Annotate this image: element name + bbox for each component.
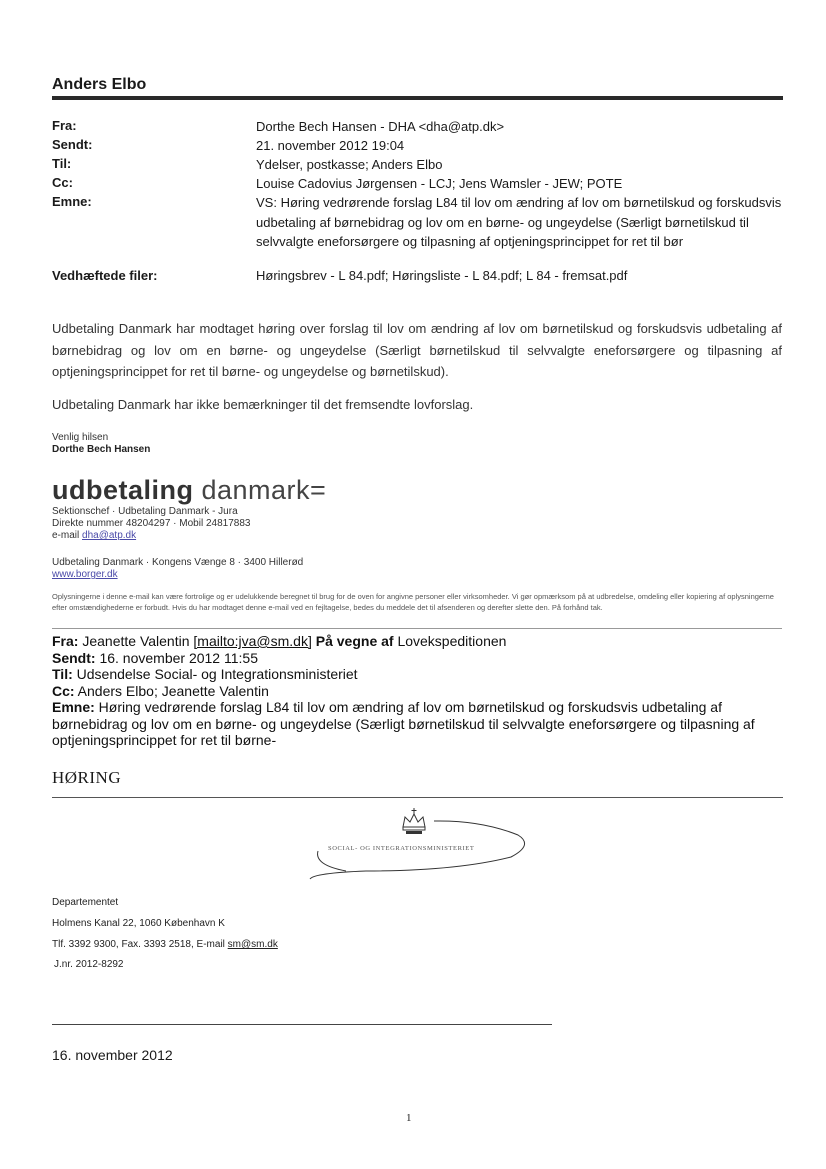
fwd-sent-label: Sendt: xyxy=(52,649,96,666)
fwd-subject-value: Høring vedrørende forslag L84 til lov om ændring af lov om børnetilskud og forskudsvis udbetaling af børnebidrag og lov om en børne- og ungeydelse (Særligt børnetilskud til selvvalgte eneforsørgere og tilpasning af optjeningsprincippet for ret til børne- xyxy=(52,699,755,748)
fwd-to-line xyxy=(52,666,792,683)
email-owner-name: Anders Elbo xyxy=(52,76,147,93)
fwd-sent-value: 16. november 2012 11:55 xyxy=(95,649,258,666)
fwd-from-line xyxy=(52,633,792,650)
header-value-attachments[interactable]: Høringsbrev - L 84.pdf; Høringsliste - L 84.pdf; L 84 - fremsat.pdf xyxy=(256,268,628,283)
header-label-sent: Sendt: xyxy=(52,137,93,152)
fwd-behalf-label: På vegne af xyxy=(311,633,398,649)
header-label-attachments: Vedhæftede filer: xyxy=(52,268,158,283)
fwd-to-label: Til: xyxy=(52,666,73,682)
letter-email-link[interactable]: sm@sm.dk xyxy=(227,939,278,950)
header-label-cc: Cc: xyxy=(52,175,73,190)
fwd-from-label: Fra: xyxy=(52,633,79,649)
header-value-cc: Louise Cadovius Jørgensen - LCJ; Jens Wamsler - JEW; POTE xyxy=(256,176,623,191)
fwd-subject-label: Emne: xyxy=(52,699,95,715)
fwd-behalf-value: Lovekspeditionen xyxy=(397,633,507,649)
letter-address: Holmens Kanal 22, 1060 København K xyxy=(52,918,225,929)
page-number: 1 xyxy=(406,1112,412,1124)
header-divider xyxy=(52,96,783,100)
header-value-to: Ydelser, postkasse; Anders Elbo xyxy=(256,157,443,172)
signature-block xyxy=(52,432,150,456)
header-value-sent: 21. november 2012 19:04 xyxy=(256,138,405,153)
header-label-to: Til: xyxy=(52,156,72,171)
letter-divider xyxy=(52,1024,552,1025)
disclaimer-text: Oplysningerne i denne e-mail kan være fortrolige og er udelukkende beregnet til brug for de oven for angivne personer eller virksomheder. Vi gør opmærksom på at udbredelse, omdeling eller kopiering af oplysningerne efter omstændighederne er forbudt. Hvis du har modtaget denne e-mail ved en fejltagelse, bedes du meddele det til afsenderen og derefter slette den. På forhånd tak. xyxy=(52,592,774,612)
letter-contact-prefix: Tlf. 3392 9300, Fax. 3393 2518, E-mail xyxy=(52,939,228,950)
header-label-from: Fra: xyxy=(52,118,77,133)
letter-heading: HØRING xyxy=(52,768,122,787)
disclaimer-divider xyxy=(52,628,782,629)
letter-contact xyxy=(52,939,278,950)
signature-address-block xyxy=(52,557,303,581)
fwd-to-value: Udsendelse Social- og Integrationsministeriet xyxy=(72,666,358,682)
signature-contact xyxy=(52,506,250,542)
signature-title: Sektionschef · Udbetaling Danmark - Jura xyxy=(52,506,238,517)
signature-address: Udbetaling Danmark · Kongens Vænge 8 · 3400 Hillerød xyxy=(52,557,304,568)
letter-heading-divider xyxy=(52,797,783,798)
fwd-cc-label: Cc: xyxy=(52,682,75,699)
fwd-cc-value: Anders Elbo; Jeanette Valentin xyxy=(74,682,269,699)
fwd-sent-line xyxy=(52,650,792,667)
body-paragraph-2: Udbetaling Danmark har ikke bemærkninger til det fremsendte lovforslag. xyxy=(52,397,474,412)
ministry-logo xyxy=(306,805,536,885)
logo-text-udbetaling: udbetaling xyxy=(52,475,194,505)
forwarded-header xyxy=(52,633,792,749)
fwd-mailto-link[interactable]: [mailto:jva@sm.dk] xyxy=(193,633,312,649)
letter-department: Departementet xyxy=(52,897,119,908)
letter-date: 16. november 2012 xyxy=(52,1047,173,1063)
email-prefix: e-mail xyxy=(52,530,83,541)
udbetaling-danmark-logo xyxy=(52,475,326,506)
body-paragraph-1: Udbetaling Danmark har modtaget høring over forslag til lov om ændring af lov om børnetilskud og forskudsvis udbetaling af børnebidrag og lov om en børne- og ungeydelse (Særligt børnetilskud til selvvalgte eneforsørgere og tilpasning af optjeningsprincippet for ret til børne- og ungeydelse og børnetilskud). xyxy=(52,321,782,379)
fwd-cc-line xyxy=(52,683,792,700)
header-value-from: Dorthe Bech Hansen - DHA <dha@atp.dk> xyxy=(256,119,505,134)
fwd-subject-line xyxy=(52,699,792,749)
letter-jnr: J.nr. 2012-8292 xyxy=(54,959,124,970)
logo-text-danmark: danmark= xyxy=(193,475,327,505)
signature-email-link[interactable]: dha@atp.dk xyxy=(82,530,137,541)
signature-phone: Direkte nummer 48204297 · Mobil 24817883 xyxy=(52,518,251,529)
signature-name: Dorthe Bech Hansen xyxy=(52,444,151,455)
header-value-subject: VS: Høring vedrørende forslag L84 til lov om ændring af lov om børnetilskud og forskudsvis udbetaling af børnebidrag og lov om en børne- og ungeydelse (Særligt børnetilskud til selvvalgte eneforsørgere og tilpasning af optjeningsprincippet for ret til bør xyxy=(256,195,782,249)
ministry-name: SOCIAL- OG INTEGRATIONSMINISTERIET xyxy=(328,845,475,852)
signature-greeting: Venlig hilsen xyxy=(52,432,109,443)
fwd-from-value: Jeanette Valentin xyxy=(78,633,194,649)
website-link[interactable]: www.borger.dk xyxy=(52,569,118,580)
header-label-subject: Emne: xyxy=(52,194,92,209)
